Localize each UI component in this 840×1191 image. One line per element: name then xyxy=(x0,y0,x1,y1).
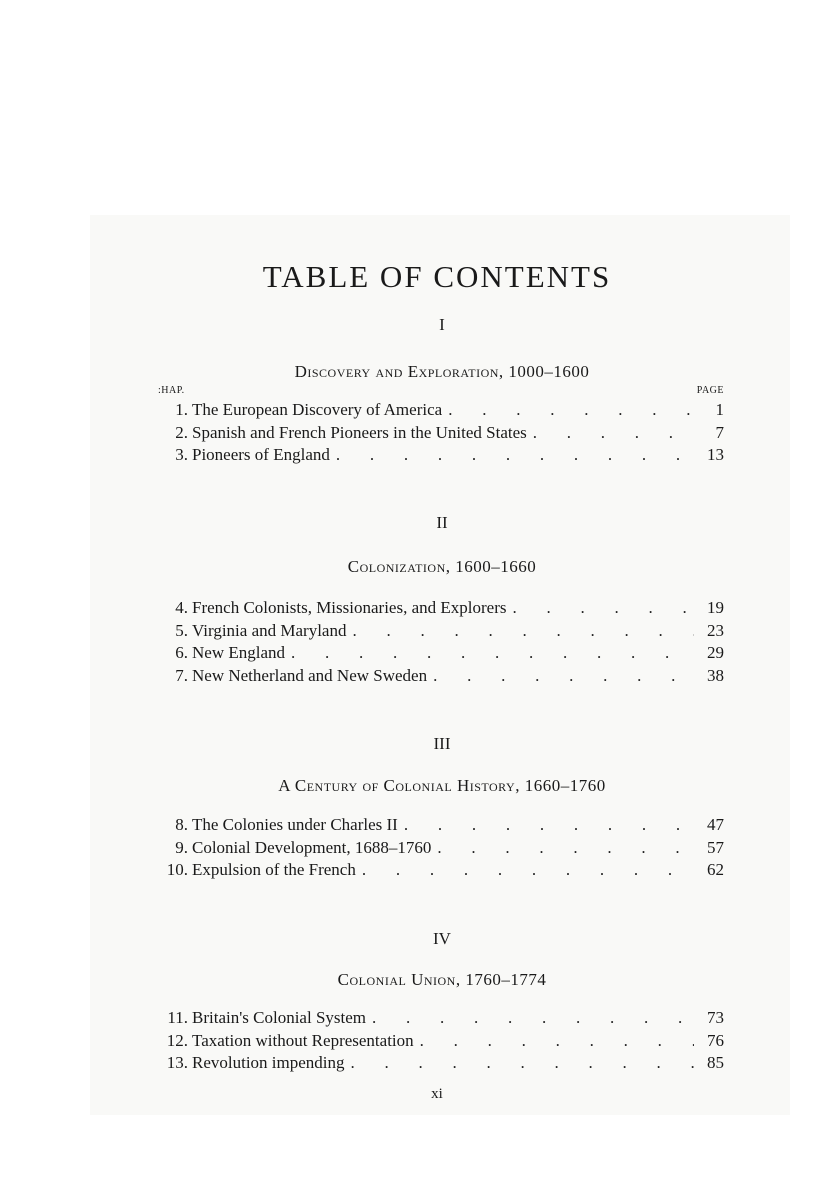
dot-leader xyxy=(527,422,694,445)
page-number: 23 xyxy=(707,620,724,640)
toc-entry[interactable] xyxy=(160,859,724,882)
part-numeral: IV xyxy=(433,929,451,948)
toc-entry[interactable] xyxy=(160,597,724,620)
page-number: 1 xyxy=(715,400,724,419)
chapter-title: Virginia and Maryland xyxy=(192,620,347,640)
page-number: 47 xyxy=(707,815,724,834)
dot-leader xyxy=(442,399,694,422)
chapter-number: 6. xyxy=(175,643,188,662)
chapter-title: Pioneers of England xyxy=(192,445,330,464)
page-number: 19 xyxy=(707,598,724,617)
page-number: 76 xyxy=(707,1030,724,1050)
part-heading: A Century of Colonial History, 1660–1760 xyxy=(278,776,606,795)
chapter-number: 4. xyxy=(175,598,188,617)
chapter-title: Colonial Development, 1688–1760 xyxy=(192,837,432,857)
dot-leader xyxy=(427,665,694,688)
page-number: 38 xyxy=(707,665,724,685)
chapter-column-label: :HAP. xyxy=(158,385,185,396)
part-numeral: III xyxy=(433,734,451,753)
page-number: 57 xyxy=(707,837,724,857)
column-headers xyxy=(160,385,724,399)
toc-entry[interactable] xyxy=(160,642,724,665)
toc-entry[interactable] xyxy=(160,1052,724,1075)
chapter-title: French Colonists, Missionaries, and Explorers xyxy=(192,598,507,617)
page-column-label: PAGE xyxy=(696,385,724,396)
dot-leader xyxy=(414,1030,694,1053)
part-heading: Discovery and Exploration, 1000–1600 xyxy=(294,362,590,381)
chapter-number: 2. xyxy=(175,422,188,442)
toc-entry[interactable] xyxy=(160,1007,724,1030)
toc-entry[interactable] xyxy=(160,444,724,467)
dot-leader xyxy=(398,814,694,837)
dot-leader xyxy=(431,837,694,860)
chapter-number: 13. xyxy=(166,1053,188,1072)
chapter-title: Britain's Colonial System xyxy=(192,1008,367,1027)
chapter-number: 10. xyxy=(166,860,188,879)
dot-leader xyxy=(356,859,694,882)
chapter-title: New England xyxy=(192,643,286,662)
page-number: 29 xyxy=(707,643,724,662)
page-number: 7 xyxy=(715,422,724,442)
chapter-number: 7. xyxy=(175,665,188,685)
toc-entry[interactable] xyxy=(160,665,724,688)
page-title: TABLE OF CONTENTS xyxy=(262,258,612,294)
chapter-number: 3. xyxy=(175,445,188,464)
toc-entry[interactable] xyxy=(160,1030,724,1053)
part-heading: Colonization, 1600–1660 xyxy=(347,557,537,576)
folio-page-number: xi xyxy=(431,1086,443,1102)
toc-entry[interactable] xyxy=(160,399,724,422)
chapter-number: 1. xyxy=(175,400,188,419)
part-1 xyxy=(160,314,724,467)
dot-leader xyxy=(345,1052,694,1075)
chapter-title: New Netherland and New Sweden xyxy=(192,665,428,685)
part-3 xyxy=(160,733,724,882)
part-numeral: I xyxy=(439,315,445,334)
chapter-title: Taxation without Representation xyxy=(192,1030,414,1050)
part-4 xyxy=(160,928,724,1075)
dot-leader xyxy=(346,620,694,643)
chapter-title: Expulsion of the French xyxy=(192,860,356,879)
toc-entry[interactable] xyxy=(160,814,724,837)
dot-leader xyxy=(330,444,694,467)
part-numeral: II xyxy=(436,513,448,532)
chapter-number: 5. xyxy=(175,620,188,640)
toc-entry[interactable] xyxy=(160,620,724,643)
chapter-number: 11. xyxy=(167,1008,188,1027)
chapter-number: 8. xyxy=(175,815,188,834)
dot-leader xyxy=(506,597,694,620)
dot-leader xyxy=(285,642,694,665)
toc-entry[interactable] xyxy=(160,422,724,445)
chapter-number: 9. xyxy=(175,837,188,857)
chapter-number: 12. xyxy=(166,1030,188,1050)
page-number: 73 xyxy=(707,1008,724,1027)
page-number: 85 xyxy=(707,1053,724,1072)
page-number: 13 xyxy=(707,445,724,464)
chapter-title: The European Discovery of America xyxy=(192,400,443,419)
chapter-title: Revolution impending xyxy=(192,1053,345,1072)
part-2 xyxy=(160,512,724,687)
dot-leader xyxy=(366,1007,694,1030)
page-number: 62 xyxy=(707,860,724,879)
chapter-title: Spanish and French Pioneers in the United States xyxy=(192,422,527,442)
part-heading: Colonial Union, 1760–1774 xyxy=(337,970,547,989)
toc-entry[interactable] xyxy=(160,837,724,860)
chapter-title: The Colonies under Charles II xyxy=(192,815,398,834)
